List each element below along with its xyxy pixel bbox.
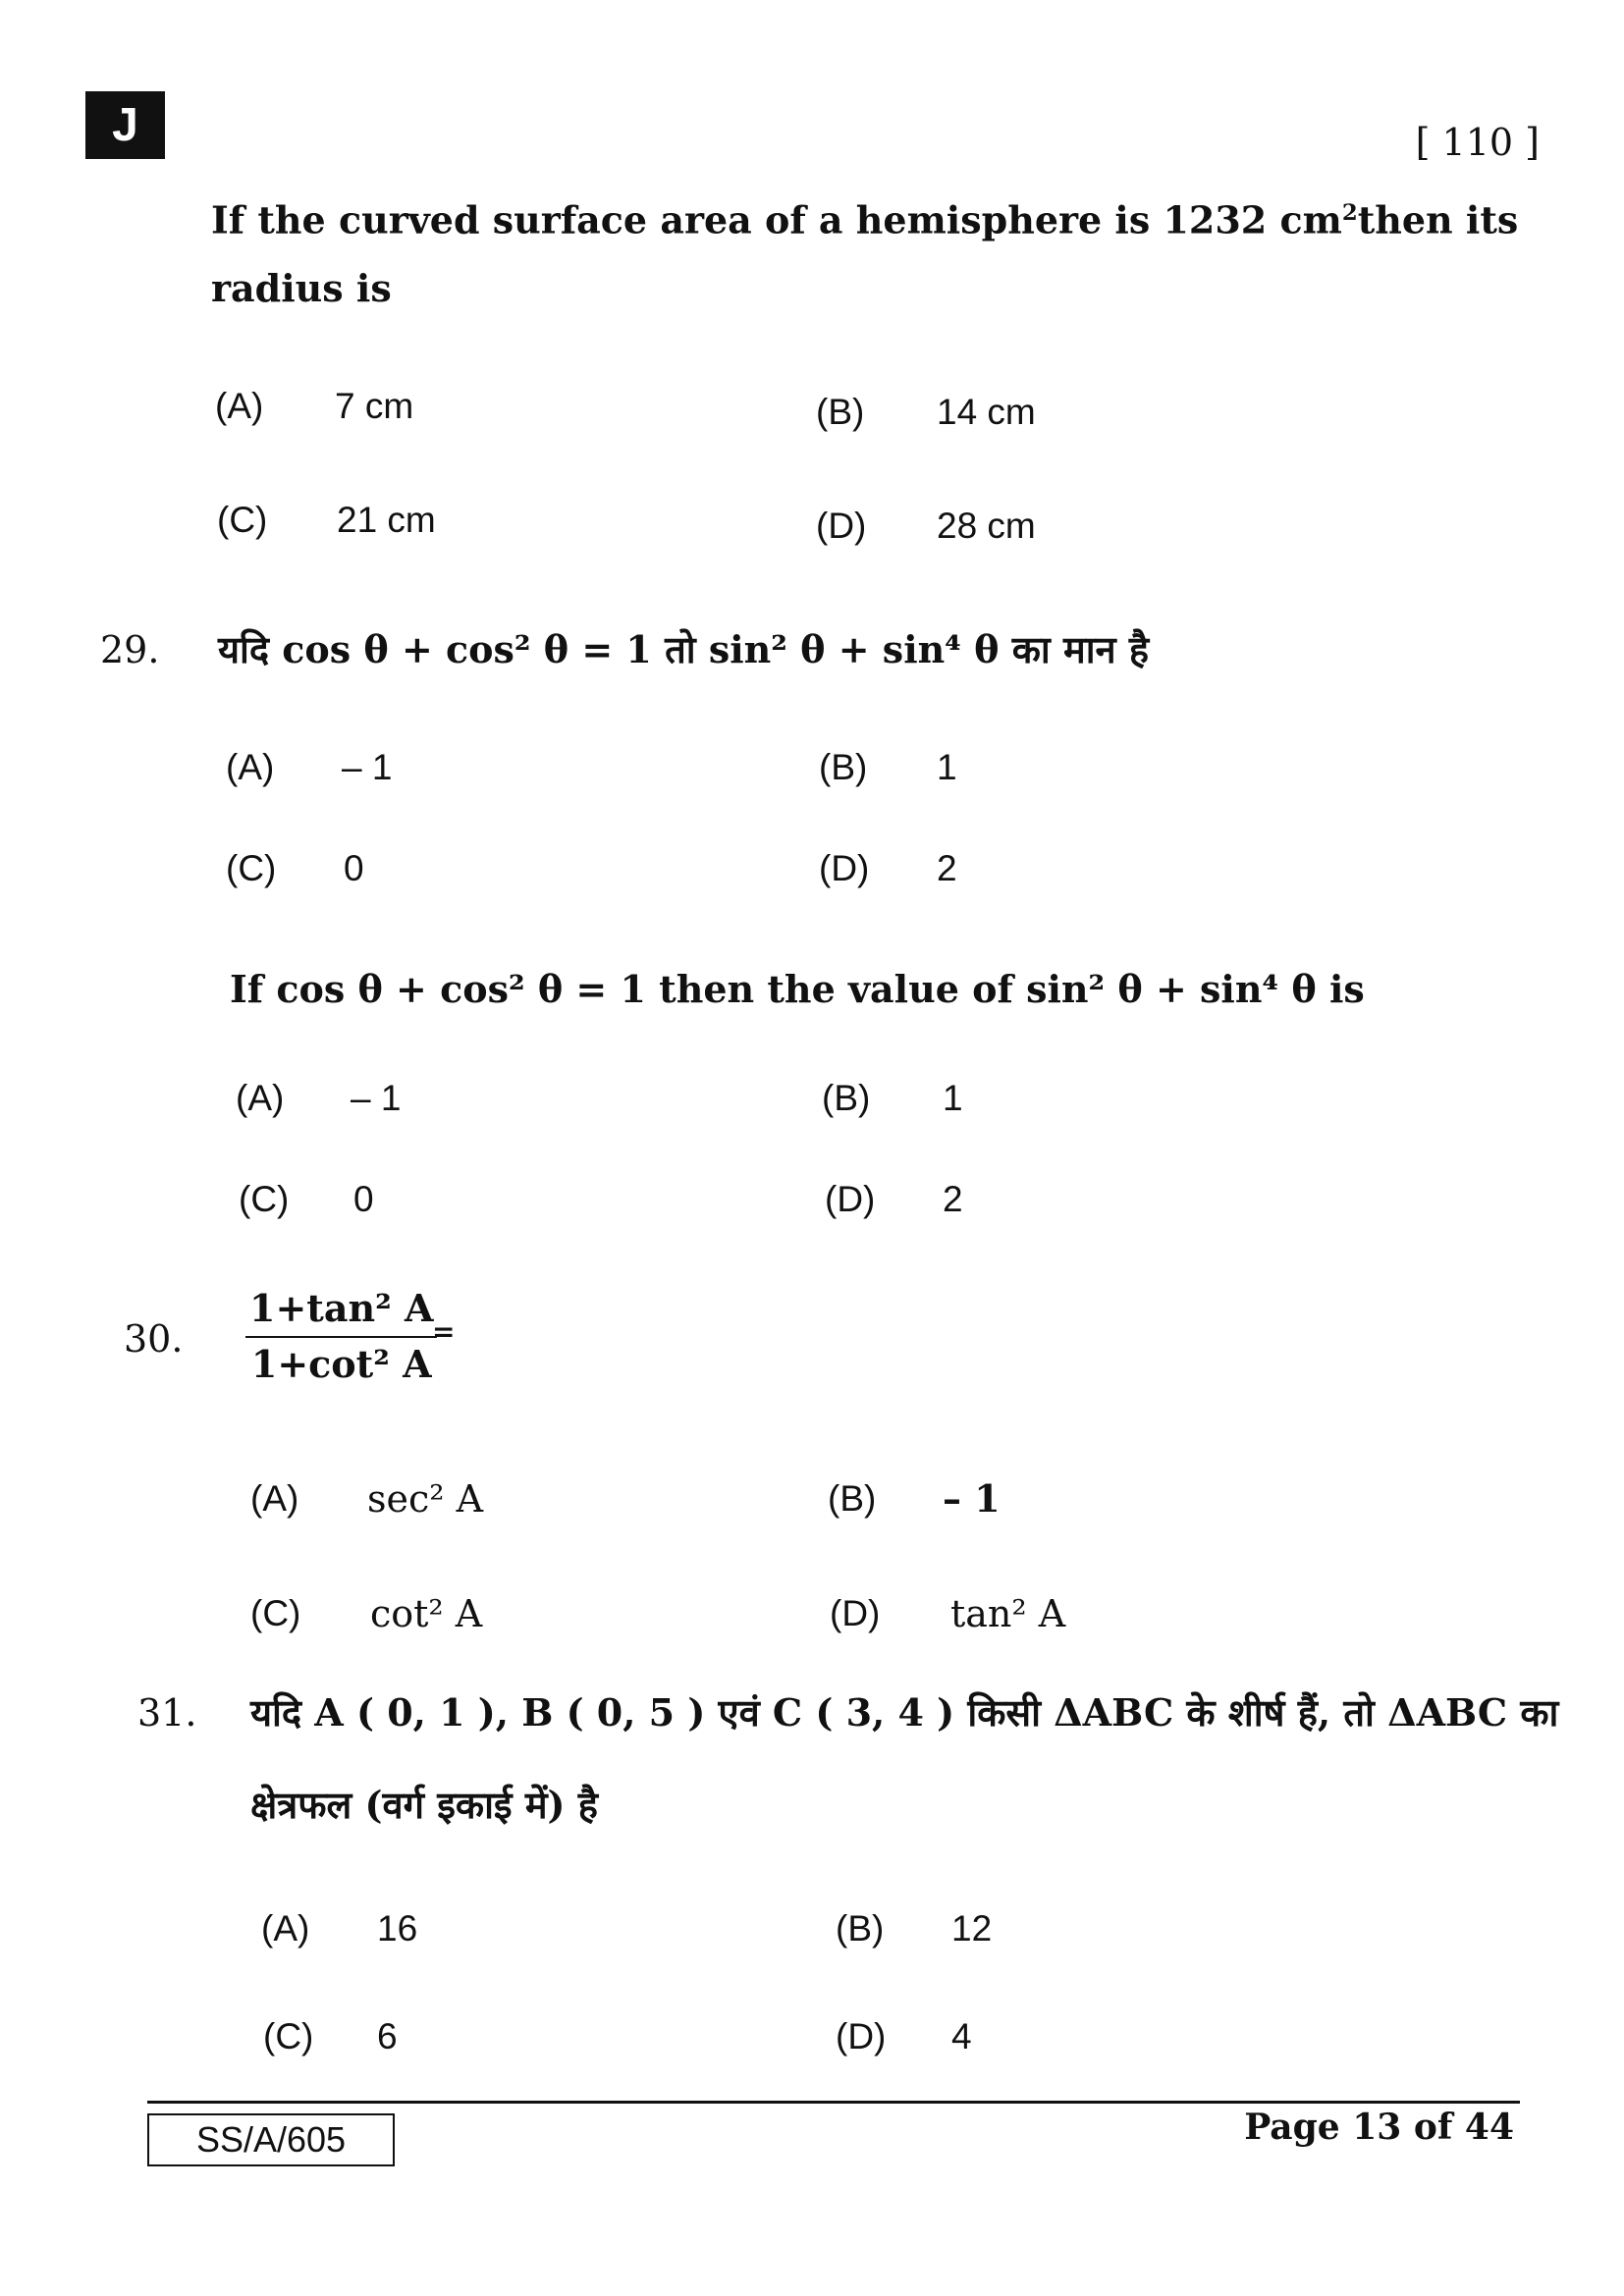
- option-label: (A): [226, 747, 275, 787]
- question-31-line1: यदि A ( 0, 1 ), B ( 0, 5 ) एवं C ( 3, 4 ) किसी ΔABC के शीर्ष हैं, तो ΔABC का: [250, 1690, 1559, 1735]
- option-label: (C): [217, 500, 268, 540]
- question-number: 31.: [137, 1691, 197, 1735]
- option-label: (B): [822, 1078, 871, 1118]
- option-label: (A): [236, 1078, 285, 1118]
- question-number: 29.: [100, 628, 160, 671]
- equals-sign: =: [432, 1315, 456, 1348]
- option-value: 4: [951, 2016, 972, 2056]
- question-29-hindi: यदि cos θ + cos² θ = 1 तो sin² θ + sin⁴ θ का मान है: [218, 627, 1150, 671]
- option-value: 28 cm: [937, 506, 1036, 546]
- option-value: – 1: [943, 1476, 1001, 1521]
- option-label: (D): [825, 1179, 876, 1219]
- option-value: 12: [951, 1908, 993, 1949]
- option-value: 16: [377, 1908, 418, 1949]
- option-label: (C): [239, 1179, 290, 1219]
- option-value: cot² A: [370, 1592, 483, 1635]
- option-value: sec² A: [367, 1477, 484, 1521]
- option-value: tan² A: [950, 1592, 1066, 1635]
- paper-code: SS/A/605: [147, 2113, 395, 2166]
- option-value: 2: [943, 1179, 963, 1219]
- option-label: (B): [816, 392, 865, 432]
- option-value: 14 cm: [937, 392, 1036, 432]
- page-number: Page 13 of 44: [1244, 2107, 1514, 2148]
- question-31-line2: क्षेत्रफल (वर्ग इकाई में) है: [250, 1783, 598, 1827]
- question-30-fraction: [245, 1286, 437, 1386]
- question-29-english: If cos θ + cos² θ = 1 then the value of sin² θ + sin⁴ θ is: [230, 967, 1365, 1011]
- question-28-line2: radius is: [211, 266, 392, 310]
- option-value: – 1: [342, 747, 393, 787]
- footer-divider: [147, 2101, 1520, 2104]
- option-label: (C): [263, 2016, 314, 2056]
- option-value: 2: [937, 848, 957, 888]
- fraction-numerator: 1+tan² A: [245, 1286, 437, 1338]
- option-value: 1: [937, 747, 957, 787]
- option-label: (B): [836, 1908, 885, 1949]
- option-value: 21 cm: [337, 500, 436, 540]
- option-value: 0: [353, 1179, 374, 1219]
- option-value: 6: [377, 2016, 398, 2056]
- option-label: (D): [816, 506, 867, 546]
- question-28-line1: If the curved surface area of a hemisphere is 1232 $cm^2then$ its: [211, 197, 1519, 242]
- option-label: (D): [819, 848, 870, 888]
- option-label: (A): [261, 1908, 310, 1949]
- option-label: (D): [830, 1593, 881, 1633]
- option-value: 7 cm: [335, 386, 414, 426]
- option-value: 1: [943, 1078, 963, 1118]
- option-label: (B): [828, 1478, 877, 1519]
- option-label: (B): [819, 747, 868, 787]
- option-value: 0: [344, 848, 364, 888]
- question-number: 30.: [124, 1317, 184, 1361]
- option-label: (A): [215, 386, 264, 426]
- option-label: (A): [250, 1478, 299, 1519]
- subject-code: [ 110 ]: [1415, 121, 1540, 164]
- option-label: (C): [226, 848, 277, 888]
- set-code-badge: J: [85, 91, 165, 159]
- option-label: (D): [836, 2016, 887, 2056]
- option-label: (C): [250, 1593, 301, 1633]
- fraction-denominator: 1+cot² A: [250, 1342, 432, 1386]
- option-value: – 1: [351, 1078, 402, 1118]
